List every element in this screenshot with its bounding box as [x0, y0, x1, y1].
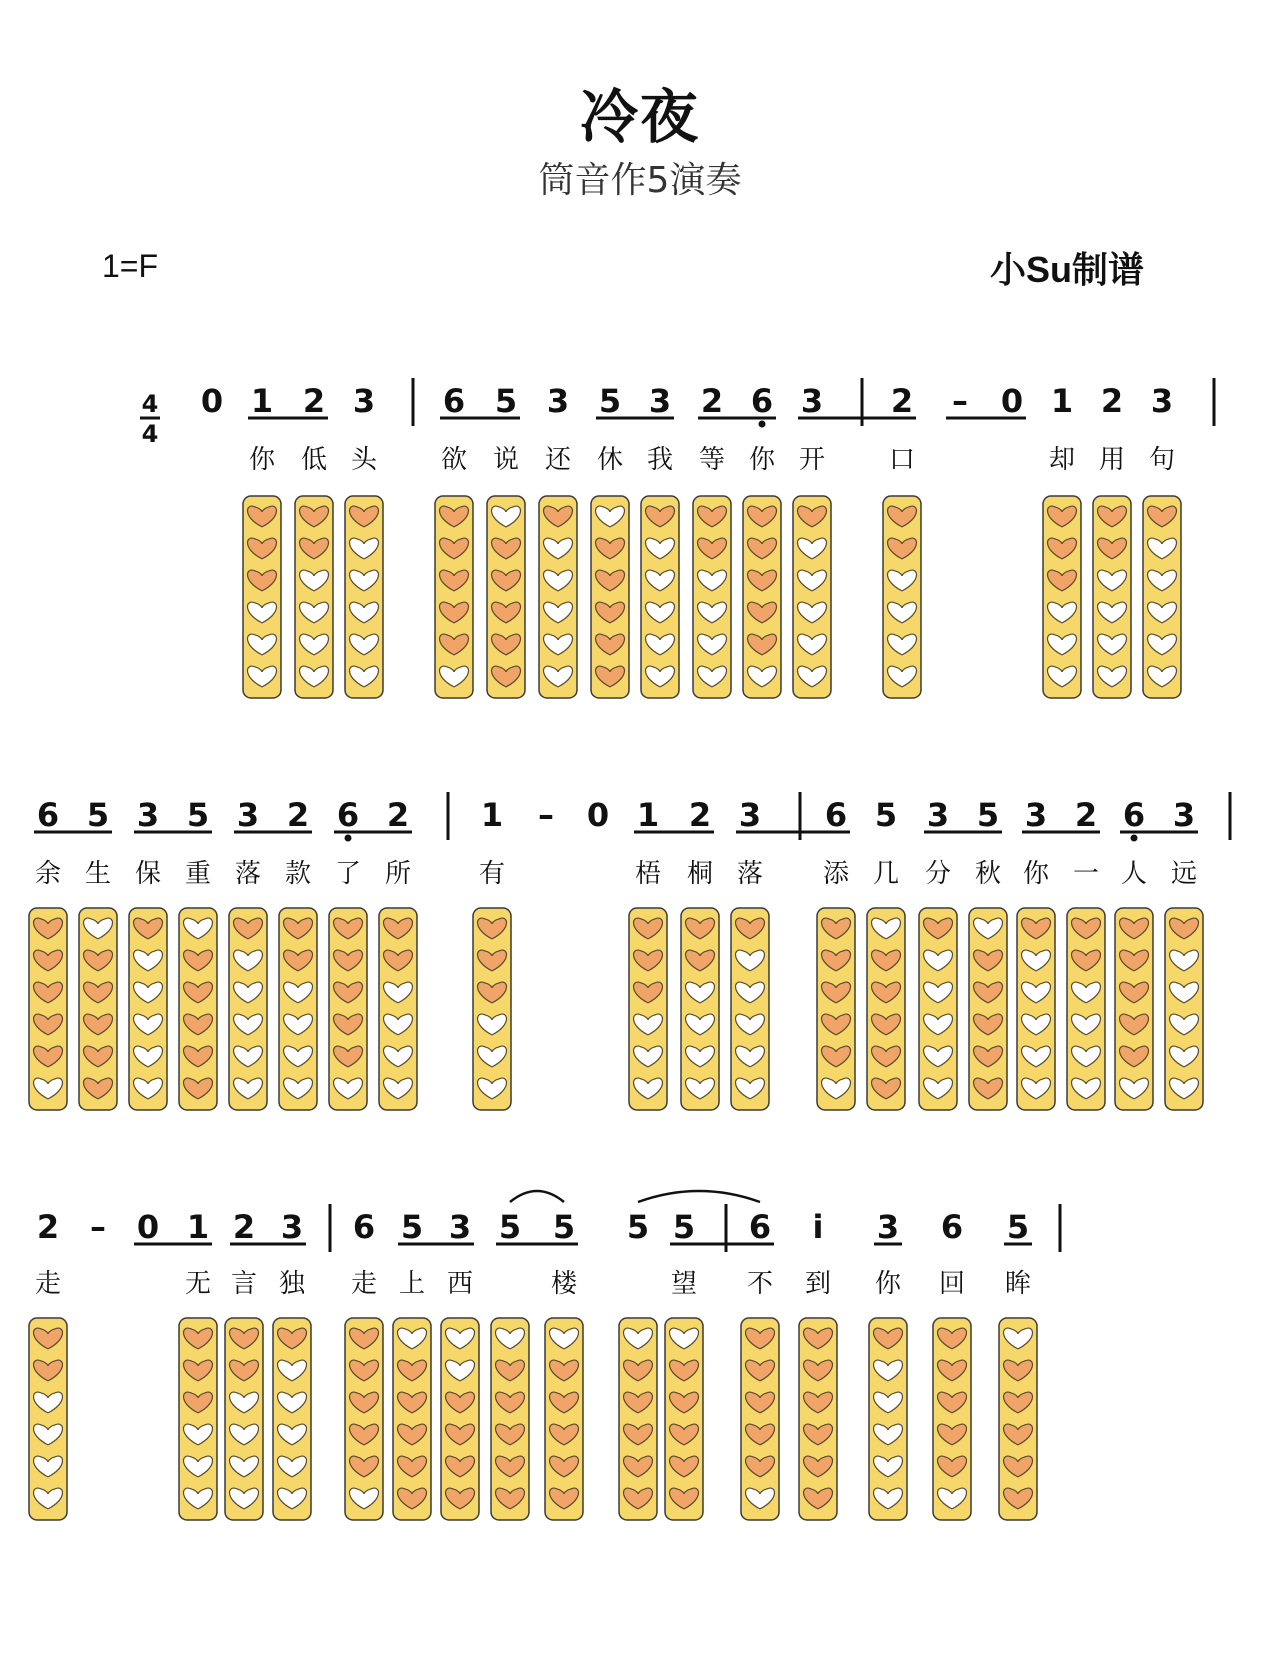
note: 3 [876, 1208, 900, 1246]
fingering-tube [539, 496, 577, 698]
fingering-tube [279, 908, 317, 1110]
lyric: 低 [300, 445, 328, 475]
note: 6 [36, 796, 60, 834]
fingering-tube [329, 908, 367, 1110]
note: 1 [250, 382, 274, 420]
fingering-tube [225, 1318, 263, 1520]
time-signature [140, 390, 160, 448]
note: 3 [1150, 382, 1174, 420]
lyric: 人 [1120, 859, 1148, 889]
lyric: 余 [34, 859, 62, 889]
lyric: 远 [1170, 859, 1198, 889]
lyric: 楼 [550, 1269, 578, 1299]
note: 6 [824, 796, 848, 834]
note: 6 [442, 382, 466, 420]
fingering-tube [731, 908, 769, 1110]
lyric: 走 [350, 1269, 378, 1299]
lyric: 所 [384, 859, 412, 889]
note: 3 [546, 382, 570, 420]
fingering-tube [883, 496, 921, 698]
note: 0 [200, 382, 224, 420]
note: 5 [598, 382, 622, 420]
song-subtitle: 筒音作5演奏 [538, 160, 742, 201]
note: 6 [748, 1208, 772, 1246]
lyric: 句 [1148, 445, 1176, 475]
fingering-tube [229, 908, 267, 1110]
fingering-tube [641, 496, 679, 698]
fingering-tube [999, 1318, 1037, 1520]
note: 1 [636, 796, 660, 834]
fingering-tube [919, 908, 957, 1110]
lyric: 言 [230, 1269, 258, 1299]
note: 3 [352, 382, 376, 420]
author-credit: 小Su制谱 [990, 249, 1145, 290]
fingering-tube [1143, 496, 1181, 698]
fingering-tube [179, 908, 217, 1110]
score-row [29, 1191, 1060, 1520]
note: 5 [672, 1208, 696, 1246]
lyric: 桐 [686, 859, 714, 889]
song-title: 冷夜 [579, 83, 700, 151]
lyric: 你 [748, 445, 776, 475]
time-signature-top: 4 [141, 390, 159, 418]
note: 6 [352, 1208, 376, 1246]
lyric: 一 [1072, 859, 1100, 889]
note: 3 [738, 796, 762, 834]
note: 3 [280, 1208, 304, 1246]
lyric: 开 [798, 445, 826, 475]
lyric: 独 [278, 1269, 306, 1299]
fingering-tube [741, 1318, 779, 1520]
fingering-tube [681, 908, 719, 1110]
lyric: 却 [1048, 445, 1076, 475]
lyric: 你 [248, 445, 276, 475]
fingering-tube [969, 908, 1007, 1110]
lyric: 回 [938, 1269, 966, 1299]
fingering-tube [295, 496, 333, 698]
note: 3 [800, 382, 824, 420]
fingering-tube [29, 1318, 67, 1520]
key-signature: 1=F [102, 248, 159, 284]
lyric: 休 [596, 445, 624, 475]
note: 2 [700, 382, 724, 420]
note: 2 [688, 796, 712, 834]
note: 3 [236, 796, 260, 834]
low-octave-dot [1131, 835, 1138, 842]
note: 5 [1006, 1208, 1030, 1246]
note: 6 [336, 796, 360, 834]
fingering-tube [393, 1318, 431, 1520]
score-row [0, 378, 1214, 698]
note: 2 [1074, 796, 1098, 834]
lyric: 落 [234, 859, 262, 889]
note: 5 [86, 796, 110, 834]
fingering-tube [591, 496, 629, 698]
note: 0 [1000, 382, 1024, 420]
note: – [952, 382, 968, 420]
lyric: 了 [334, 859, 362, 889]
lyric: 添 [822, 859, 850, 889]
lyric: 眸 [1004, 1269, 1032, 1299]
note: – [90, 1208, 106, 1246]
fingering-tube [1067, 908, 1105, 1110]
note: i [812, 1208, 824, 1246]
lyric: 西 [446, 1269, 474, 1299]
lyric: 用 [1098, 445, 1126, 475]
note: 2 [232, 1208, 256, 1246]
lyric: 生 [84, 859, 112, 889]
fingering-tube [129, 908, 167, 1110]
low-octave-dot [759, 421, 766, 428]
fingering-tube [435, 496, 473, 698]
fingering-tube [619, 1318, 657, 1520]
fingering-tube [179, 1318, 217, 1520]
note: 1 [186, 1208, 210, 1246]
slur [510, 1191, 564, 1202]
score-row [0, 792, 1230, 1110]
note: 5 [626, 1208, 650, 1246]
note: 3 [448, 1208, 472, 1246]
note: 5 [552, 1208, 576, 1246]
fingering-tube [629, 908, 667, 1110]
fingering-tube [799, 1318, 837, 1520]
fingering-tube [243, 496, 281, 698]
note: 3 [1172, 796, 1196, 834]
lyric: 重 [184, 859, 212, 889]
lyric: 我 [646, 445, 674, 475]
note: 5 [186, 796, 210, 834]
fingering-tube [743, 496, 781, 698]
lyric: 款 [284, 859, 312, 889]
fingering-tube [273, 1318, 311, 1520]
fingering-tube [79, 908, 117, 1110]
fingering-tube [379, 908, 417, 1110]
note: 3 [136, 796, 160, 834]
lyric: 等 [698, 445, 726, 475]
note: 5 [874, 796, 898, 834]
note: 1 [1050, 382, 1074, 420]
note: 6 [940, 1208, 964, 1246]
note: – [538, 796, 554, 834]
note: 3 [1024, 796, 1048, 834]
fingering-tube [487, 496, 525, 698]
note: 0 [136, 1208, 160, 1246]
lyric: 上 [398, 1269, 426, 1299]
lyric: 分 [924, 859, 952, 889]
fingering-tube [441, 1318, 479, 1520]
note: 2 [36, 1208, 60, 1246]
fingering-tube [1043, 496, 1081, 698]
lyric: 不 [746, 1269, 774, 1299]
lyric: 梧 [634, 859, 662, 889]
lyric: 到 [804, 1269, 832, 1299]
lyric: 你 [1022, 859, 1050, 889]
fingering-tube [793, 496, 831, 698]
lyric: 落 [736, 859, 764, 889]
note: 0 [586, 796, 610, 834]
note: 5 [400, 1208, 424, 1246]
lyric: 保 [134, 859, 162, 889]
fingering-tube [1115, 908, 1153, 1110]
fingering-tube [1093, 496, 1131, 698]
low-octave-dot [345, 835, 352, 842]
fingering-tube [491, 1318, 529, 1520]
note: 2 [1100, 382, 1124, 420]
lyric: 说 [492, 445, 520, 475]
note: 5 [976, 796, 1000, 834]
note: 6 [1122, 796, 1146, 834]
slur [638, 1191, 760, 1202]
fingering-tube [345, 1318, 383, 1520]
lyric: 口 [888, 445, 916, 475]
fingering-tube [473, 908, 511, 1110]
lyric: 望 [670, 1269, 698, 1299]
fingering-tube [933, 1318, 971, 1520]
fingering-tube [1165, 908, 1203, 1110]
lyric: 还 [544, 445, 572, 475]
lyric: 走 [34, 1269, 62, 1299]
fingering-tube [817, 908, 855, 1110]
fingering-tube [869, 1318, 907, 1520]
lyric: 有 [478, 859, 506, 889]
fingering-tube [867, 908, 905, 1110]
fingering-tube [665, 1318, 703, 1520]
fingering-tube [29, 908, 67, 1110]
note: 5 [498, 1208, 522, 1246]
fingering-tube [1017, 908, 1055, 1110]
note: 3 [926, 796, 950, 834]
note: 2 [386, 796, 410, 834]
note: 6 [750, 382, 774, 420]
time-signature-bottom: 4 [141, 420, 159, 448]
fingering-tube [345, 496, 383, 698]
note: 3 [648, 382, 672, 420]
note: 2 [286, 796, 310, 834]
lyric: 头 [350, 445, 378, 475]
note: 2 [890, 382, 914, 420]
note: 1 [480, 796, 504, 834]
fingering-tube [545, 1318, 583, 1520]
lyric: 秋 [974, 859, 1002, 889]
fingering-tube [693, 496, 731, 698]
lyric: 几 [872, 859, 900, 889]
lyric: 你 [874, 1269, 902, 1299]
note: 5 [494, 382, 518, 420]
lyric: 无 [184, 1269, 212, 1299]
lyric: 欲 [440, 445, 468, 475]
note: 2 [302, 382, 326, 420]
